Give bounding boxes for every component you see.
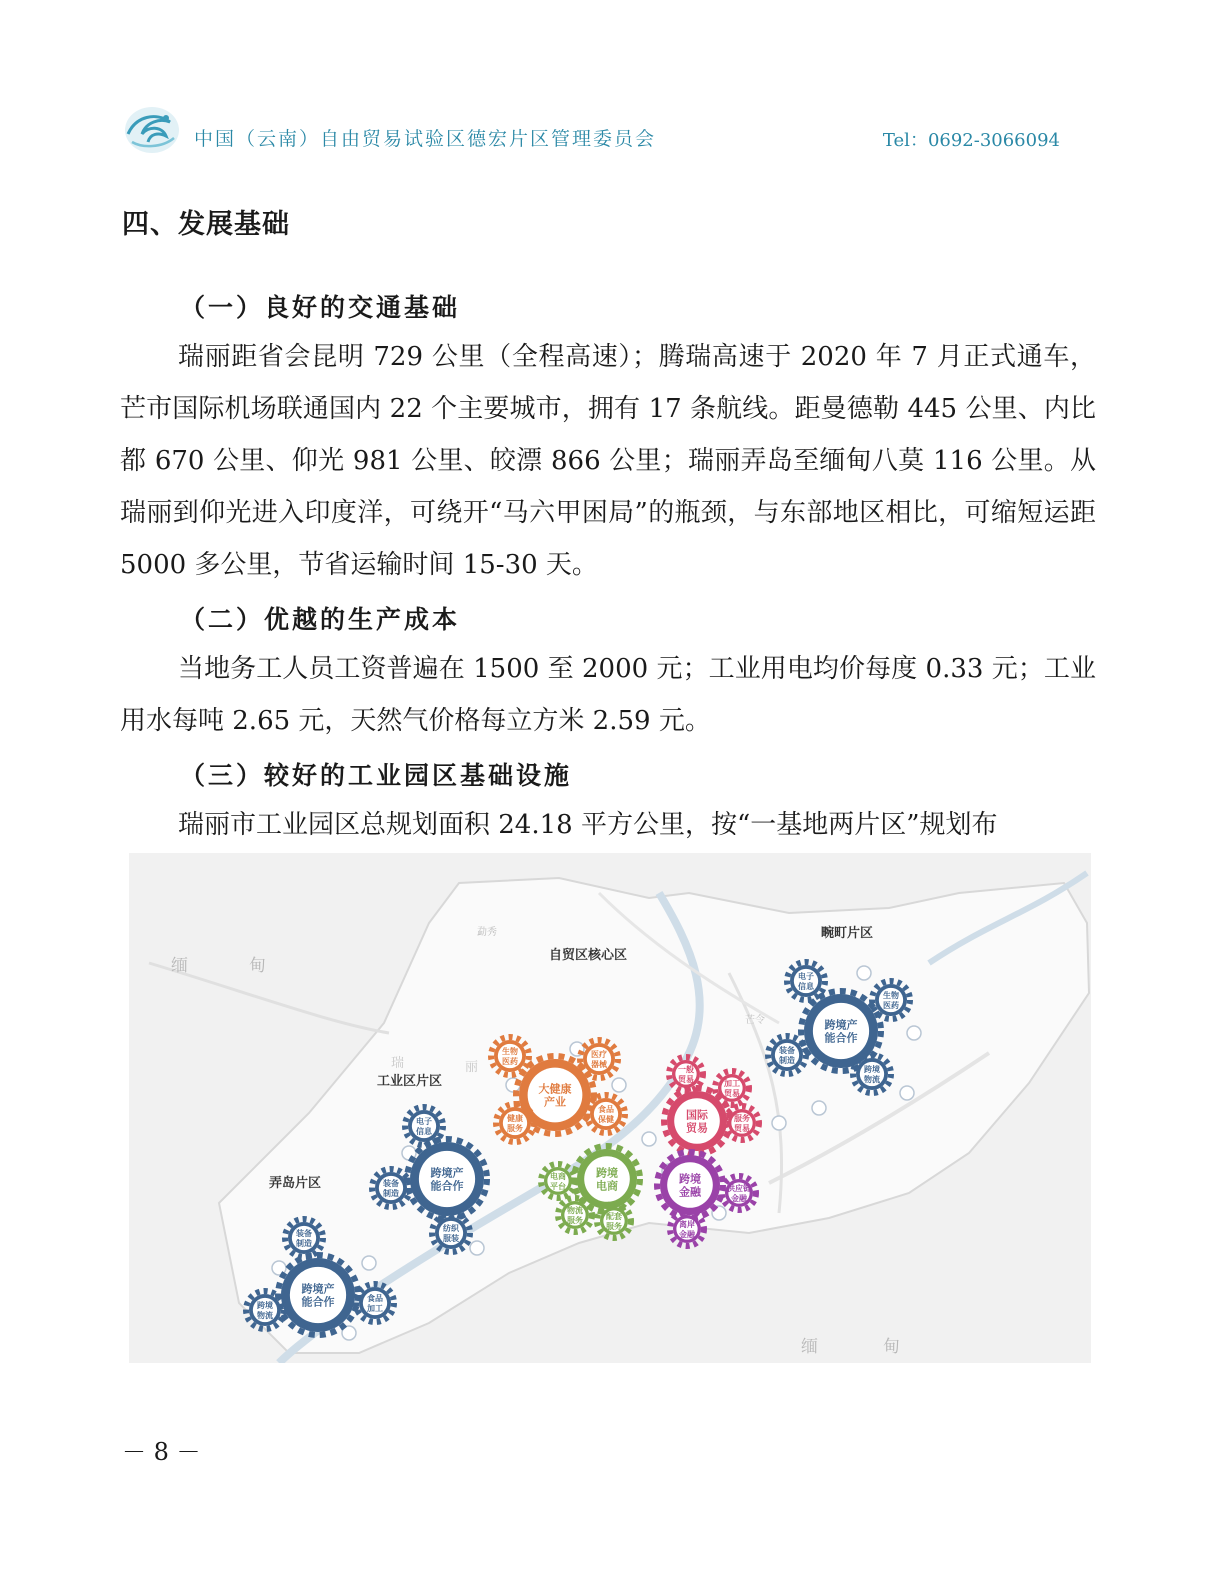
gear-label: 电子信息 xyxy=(416,1116,432,1136)
minor-industry-node xyxy=(907,1026,921,1040)
minor-industry-node xyxy=(900,1086,914,1100)
industry-gear-offshore-finance xyxy=(670,1212,704,1246)
gear-label: 国际贸易 xyxy=(686,1108,708,1135)
industry-gear-capacity-ind xyxy=(407,1139,487,1219)
gear-label: 离岸金融 xyxy=(679,1219,695,1239)
gear-label: 跨境物流 xyxy=(257,1300,273,1320)
industry-gear-supply-chain-finance xyxy=(722,1176,756,1210)
place-label: 瑞 xyxy=(391,1056,405,1071)
gear-label: 电商平台 xyxy=(550,1171,566,1191)
gear-label: 装备制造 xyxy=(296,1228,312,1248)
industry-gear-logistics-service xyxy=(558,1198,592,1232)
industry-gear-layer xyxy=(129,853,1091,1363)
industry-gear-food-proc xyxy=(356,1284,394,1322)
gear-label: 大健康产业 xyxy=(538,1082,572,1109)
minor-industry-node xyxy=(772,1116,786,1130)
industry-gear-ce-finance xyxy=(657,1152,723,1218)
gear-label: 食品加工 xyxy=(367,1293,383,1313)
subsection-heading-transport: （一）良好的交通基础 xyxy=(180,293,461,322)
gear-label: 物流服务 xyxy=(567,1205,583,1225)
gear-label: 跨境电商 xyxy=(596,1166,618,1193)
zone-label-industrial: 工业区片区 xyxy=(377,1074,443,1089)
gear-label: 跨境产能合作 xyxy=(824,1018,858,1045)
gear-label: 食品保健 xyxy=(598,1104,614,1124)
gear-label: 生物医药 xyxy=(883,990,899,1010)
place-label: 芒令 xyxy=(745,1015,765,1026)
industry-gear-medical-devices xyxy=(580,1040,618,1078)
industry-gear-processing-trade xyxy=(715,1071,749,1105)
organization-name: 中国（云南）自由贸易试验区德宏片区管理委员会 xyxy=(194,128,657,150)
subsection-heading-infrastructure: （三）较好的工业园区基础设施 xyxy=(180,761,573,790)
zone-label-nongdao: 弄岛片区 xyxy=(269,1176,322,1191)
zone-label-core: 自贸区核心区 xyxy=(549,948,628,963)
gear-label: 健康服务 xyxy=(507,1113,523,1133)
gear-label: 跨境产能合作 xyxy=(430,1166,464,1193)
industry-gear-intl-trade xyxy=(664,1088,730,1154)
gear-label: 装备制造 xyxy=(779,1045,795,1065)
industry-gear-food-health xyxy=(587,1095,625,1133)
gear-label: 配套服务 xyxy=(606,1211,622,1231)
gear-label: 电子信息 xyxy=(798,971,814,991)
page-header xyxy=(122,104,1082,164)
minor-industry-node xyxy=(812,1101,826,1115)
paragraph-infrastructure: 瑞丽市工业园区总规划面积 24.18 平方公里，按“一基地两片区”规划布 xyxy=(178,810,998,840)
telephone-number: Tel：0692-3066094 xyxy=(882,130,1060,151)
industry-gear-capacity-nd xyxy=(278,1255,358,1335)
paragraph-cost: 当地务工人员工资普遍在 1500 至 2000 元；工业用电均价每度 0.33 元；工业用水每吨 2.65 元，天然气价格每立方米 2.59 元。 xyxy=(120,654,1096,736)
industrial-zone-map xyxy=(129,853,1091,1363)
gear-label: 跨境金融 xyxy=(679,1172,701,1199)
country-label: 甸 xyxy=(883,1337,900,1357)
gear-label: 服务贸易 xyxy=(734,1113,750,1133)
minor-industry-node xyxy=(362,1256,376,1270)
wave-logo-icon xyxy=(122,104,182,156)
industry-gear-ec-platform xyxy=(541,1164,575,1198)
paragraph-transport: 瑞丽距省会昆明 729 公里（全程高速）；腾瑞高速于 2020 年 7 月正式通车，芒市国际机场联通国内 22 个主要城市，拥有 17 条航线。距曼德勒 445 公里、内比都 670 公里、仰光 981 公里、皎漂 866 公里；瑞丽弄岛至缅甸八莫 116 公里。从瑞丽到仰光进入印度洋，可绕开“马六甲困局”的瓶颈，与东部地区相比，可缩短运距 5000 多公里，节省运输时间 15-30 天。 xyxy=(120,342,1096,580)
minor-industry-node xyxy=(857,966,871,980)
zone-label-wanding: 畹町片区 xyxy=(821,926,874,941)
minor-industry-node xyxy=(612,1078,626,1092)
gear-label: 装备制造 xyxy=(383,1178,399,1198)
minor-industry-node xyxy=(470,1241,484,1255)
page-number: － 8 － xyxy=(122,1438,201,1466)
industry-gear-equipment-ind xyxy=(372,1169,410,1207)
country-label: 甸 xyxy=(249,956,266,976)
gear-label: 一般贸易 xyxy=(678,1064,694,1084)
gear-label: 跨境产能合作 xyxy=(301,1282,335,1309)
gear-label: 加工贸易 xyxy=(724,1078,740,1098)
place-label: 丽 xyxy=(465,1060,479,1075)
place-label: 勐秀 xyxy=(477,927,497,938)
country-label: 缅 xyxy=(171,956,188,976)
gear-label: 跨境物流 xyxy=(864,1064,880,1084)
gear-label: 供应链金融 xyxy=(727,1183,751,1203)
gear-label: 医疗器械 xyxy=(591,1049,607,1069)
country-label: 缅 xyxy=(801,1337,818,1357)
industry-gear-textile xyxy=(432,1214,470,1252)
minor-industry-node xyxy=(642,1132,656,1146)
gear-label: 纺织服装 xyxy=(443,1223,459,1243)
subsection-heading-cost: （二）优越的生产成本 xyxy=(180,605,461,634)
gear-label: 生物医药 xyxy=(502,1046,518,1066)
industry-gear-logistics-wd xyxy=(853,1055,891,1093)
industry-gear-equipment-nd xyxy=(285,1219,323,1257)
section-title: 四、发展基础 xyxy=(122,209,290,240)
